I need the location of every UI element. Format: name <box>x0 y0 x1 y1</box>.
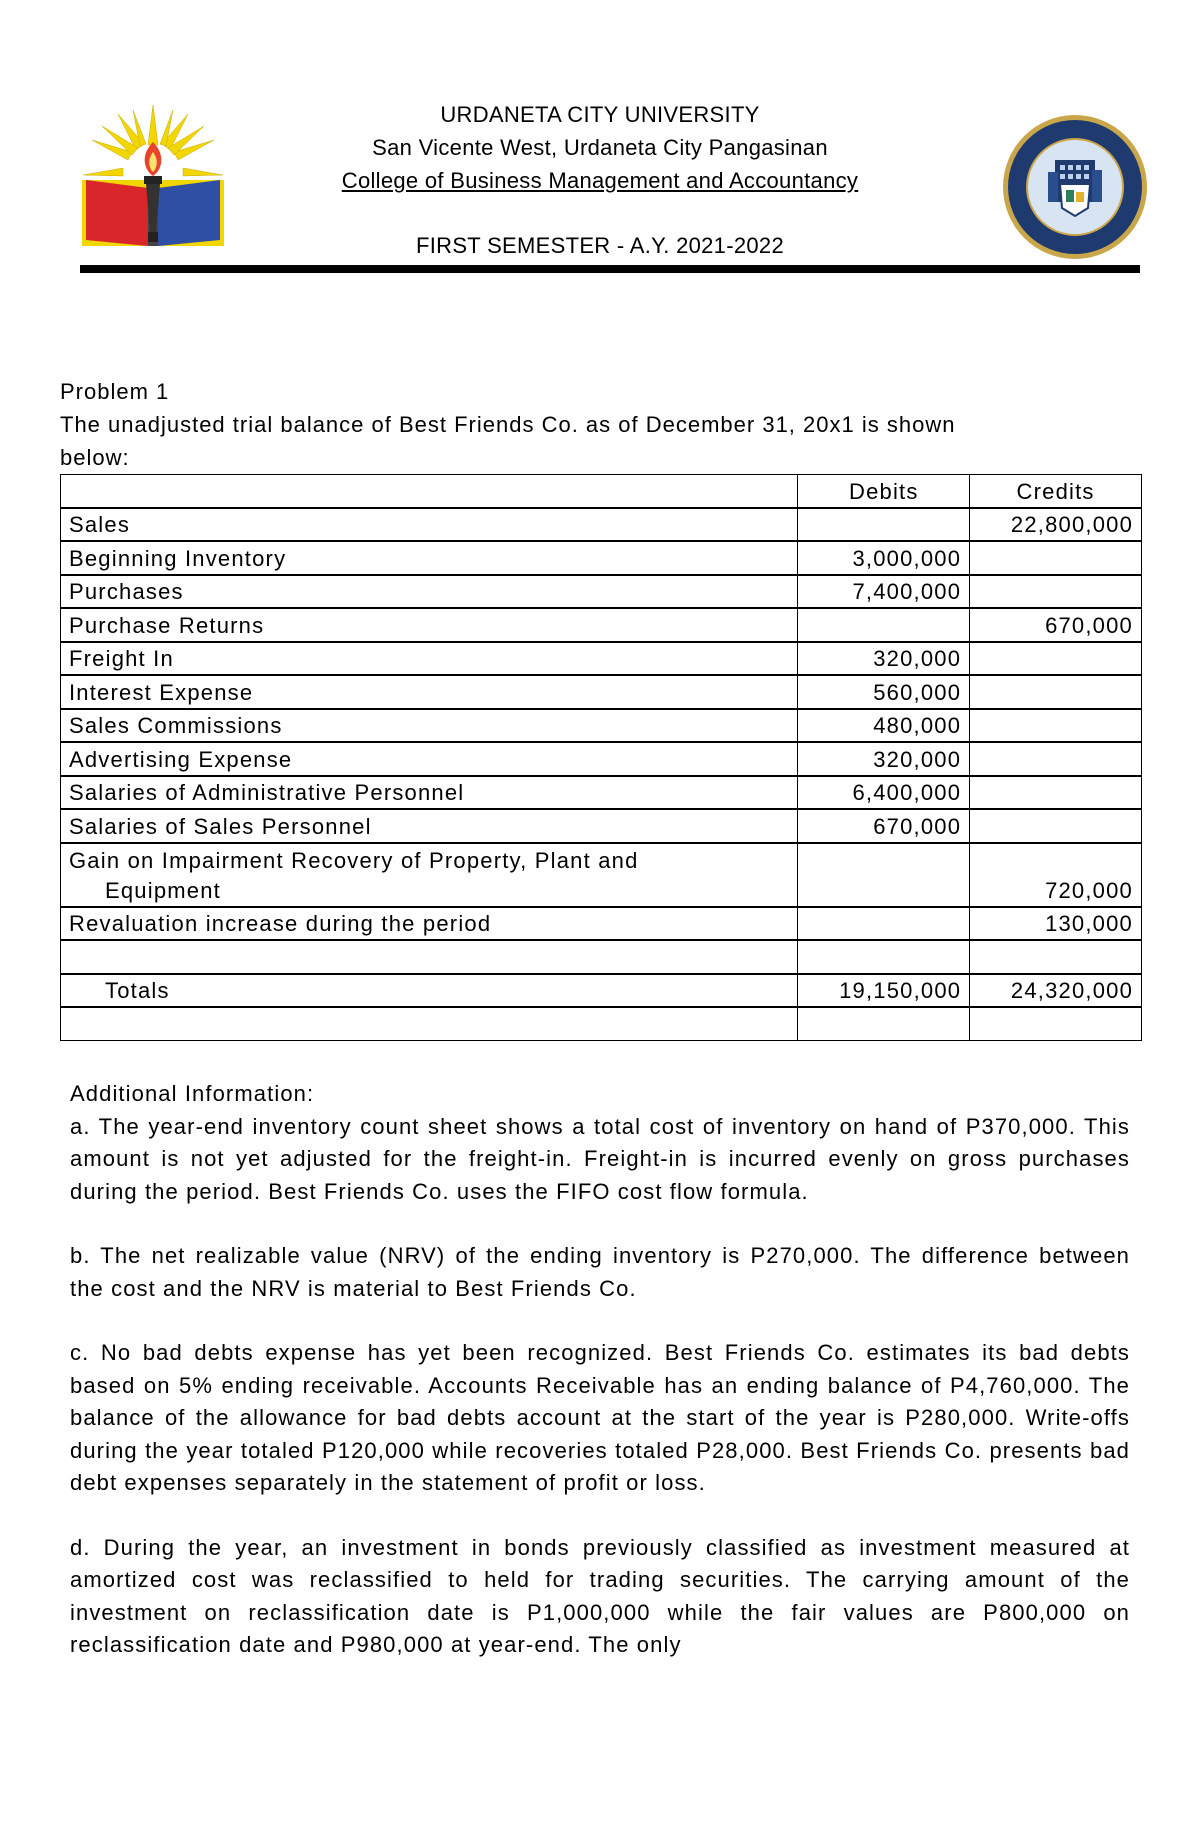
row-account: Purchase Returns <box>61 608 798 642</box>
table-row <box>61 809 1142 843</box>
empty-cell <box>970 940 1142 974</box>
table-empty-row <box>61 1007 1142 1040</box>
table-row <box>61 508 1142 542</box>
university-logo-icon <box>78 100 228 250</box>
row-credit <box>970 675 1142 709</box>
table-row <box>61 709 1142 743</box>
row-account: Beginning Inventory <box>61 541 798 575</box>
row-debit <box>798 508 970 542</box>
row-credit: 130,000 <box>970 907 1142 941</box>
table-row <box>61 907 1142 941</box>
row-debit <box>798 843 970 907</box>
row-debit: 320,000 <box>798 742 970 776</box>
row-credit <box>970 776 1142 810</box>
row-credit <box>970 742 1142 776</box>
additional-info-title: Additional Information: <box>70 1081 315 1106</box>
problem-intro-line-1: The unadjusted trial balance of Best Friends Co. as of December 31, 20x1 is shown <box>60 412 956 437</box>
row-account: Sales <box>61 508 798 542</box>
info-item-a: a. The year-end inventory count sheet shows a total cost of inventory on hand of P370,000. This amount is not yet adjusted for the freight-in. Freight-in is incurred evenly on gross purchases during the period. Best Friends Co. uses the FIFO cost flow formula. <box>70 1113 1130 1204</box>
row-debit <box>798 608 970 642</box>
row-account: Advertising Expense <box>61 742 798 776</box>
row-credit <box>970 541 1142 575</box>
row-credit <box>970 642 1142 676</box>
problem-title: Problem 1 <box>60 379 170 404</box>
row-credit <box>970 575 1142 609</box>
row-debit: 6,400,000 <box>798 776 970 810</box>
row-credit <box>970 809 1142 843</box>
row-account-line-1: Gain on Impairment Recovery of Property, Plant and <box>69 847 639 873</box>
empty-cell <box>798 940 970 974</box>
row-account: Freight In <box>61 642 798 676</box>
empty-cell <box>61 1007 798 1040</box>
document-header <box>0 0 1200 280</box>
row-account: Purchases <box>61 575 798 609</box>
table-row <box>61 843 1142 907</box>
totals-label-cell <box>61 974 798 1008</box>
problem-section <box>60 375 1140 474</box>
problem-intro-line-2: below: <box>60 445 130 470</box>
row-debit: 320,000 <box>798 642 970 676</box>
table-totals-row <box>61 974 1142 1008</box>
row-credit: 670,000 <box>970 608 1142 642</box>
row-debit: 560,000 <box>798 675 970 709</box>
row-debit: 480,000 <box>798 709 970 743</box>
row-credit: 22,800,000 <box>970 508 1142 542</box>
row-account: Salaries of Sales Personnel <box>61 809 798 843</box>
table-row <box>61 575 1142 609</box>
table-empty-row <box>61 940 1142 974</box>
additional-information <box>70 1078 1130 1694</box>
totals-debit: 19,150,000 <box>798 974 970 1008</box>
table-row <box>61 742 1142 776</box>
university-name: URDANETA CITY UNIVERSITY <box>440 102 760 127</box>
university-address: San Vicente West, Urdaneta City Pangasinan <box>372 135 828 160</box>
trial-balance-table <box>60 474 1142 1041</box>
row-account: Interest Expense <box>61 675 798 709</box>
empty-cell <box>61 940 798 974</box>
header-credits: Credits <box>970 475 1142 508</box>
info-item-c: c. No bad debts expense has yet been recognized. Best Friends Co. estimates its bad debts based on 5% ending receivable. Accounts Receivable has an ending balance of P4,760,000. The balance of the allowance for bad debts account at the start of the year is P280,000. Write-offs during the year totaled P120,000 while recoveries totaled P28,000. Best Friends Co. presents bad debt expenses separately in the statement of profit or loss. <box>70 1340 1130 1495</box>
table-row <box>61 541 1142 575</box>
info-item-d: d. During the year, an investment in bonds previously classified as investment measured at amortized cost was reclassified to held for trading securities. The carrying amount of the investment on reclassification date is P1,000,000 while the fair values are P800,000 on reclassification date and P980,000 at year-end. The only <box>70 1534 1130 1657</box>
row-account <box>61 843 798 907</box>
row-debit: 670,000 <box>798 809 970 843</box>
row-account: Revaluation increase during the period <box>61 907 798 941</box>
header-rule <box>80 265 1140 273</box>
header-account <box>61 475 798 508</box>
table-row <box>61 675 1142 709</box>
row-account: Sales Commissions <box>61 709 798 743</box>
college-name: College of Business Management and Accountancy <box>341 168 859 193</box>
empty-cell <box>798 1007 970 1040</box>
row-account-line-2: Equipment <box>105 877 221 903</box>
row-credit: 720,000 <box>970 843 1142 907</box>
totals-label: Totals <box>105 978 170 1003</box>
college-seal-icon <box>1000 112 1150 262</box>
row-debit <box>798 907 970 941</box>
totals-credit: 24,320,000 <box>970 974 1142 1008</box>
semester-label: FIRST SEMESTER - A.Y. 2021-2022 <box>416 233 784 258</box>
row-account: Salaries of Administrative Personnel <box>61 776 798 810</box>
info-item-b: b. The net realizable value (NRV) of the ending inventory is P270,000. The difference between the cost and the NRV is material to Best Friends Co. <box>70 1243 1130 1301</box>
table-header-row <box>61 475 1142 508</box>
header-debits: Debits <box>798 475 970 508</box>
row-debit: 7,400,000 <box>798 575 970 609</box>
empty-cell <box>970 1007 1142 1040</box>
table-row <box>61 608 1142 642</box>
row-credit <box>970 709 1142 743</box>
table-row <box>61 776 1142 810</box>
row-debit: 3,000,000 <box>798 541 970 575</box>
table-row <box>61 642 1142 676</box>
